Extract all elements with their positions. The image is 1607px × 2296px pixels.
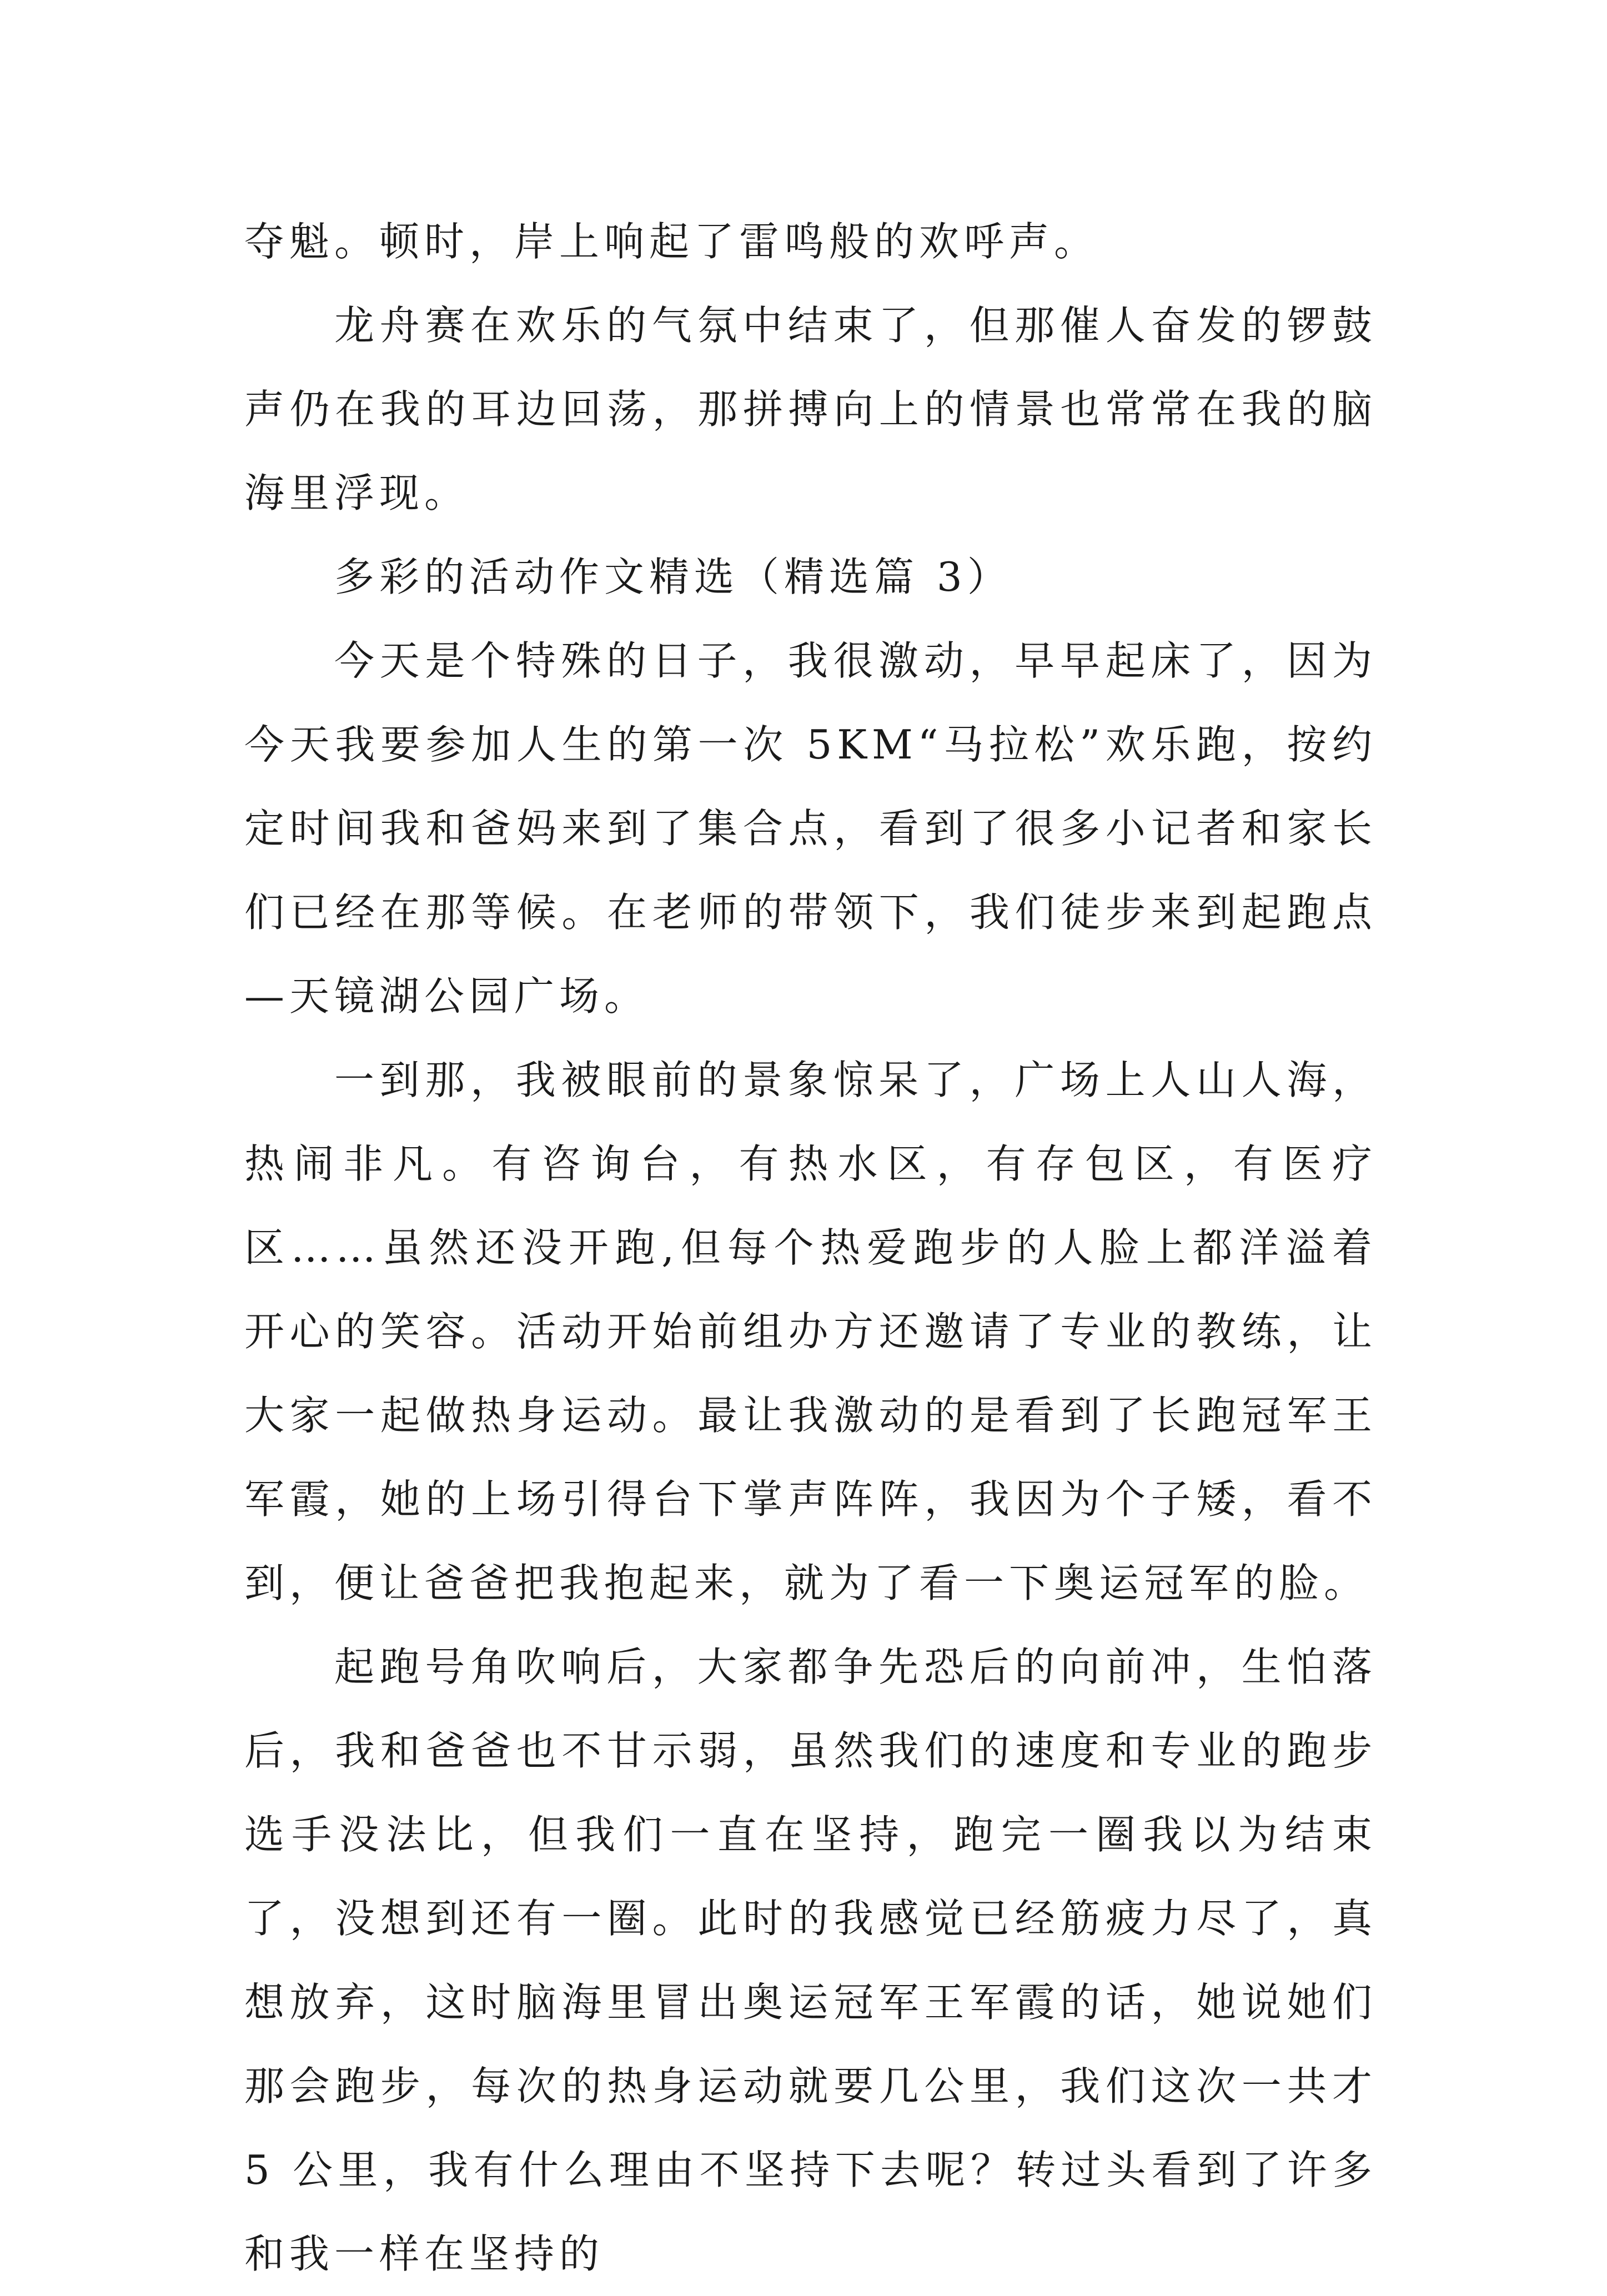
section-heading: 多彩的活动作文精选（精选篇 3） — [334, 554, 1012, 600]
paragraph-continuation: 夺魁。顿时，岸上响起了雷鸣般的欢呼声。 — [244, 218, 1099, 265]
paragraph-plaza-scene: 一到那，我被眼前的景象惊呆了，广场上人山人海，热闹非凡。有咨询台，有热水区，有存包区，有医疗区……虽然还没开跑,但每个热爱跑步的人脸上都洋溢着开心的笑容。活动开始前组办方还邀请了专业的教练，让大家一起做热身运动。最让我激动的是看到了长跑冠军王军霞，她的上场引得台下掌声阵阵，我因为个子矮，看不到，便让爸爸把我抱起来，就为了看一下奥运冠军的脸。 — [244, 1057, 1377, 1606]
paragraph-marathon-intro: 今天是个特殊的日子，我很激动，早早起床了，因为今天我要参加人生的第一次 5KM“马拉松”欢乐跑，按约定时间我和爸妈来到了集合点，看到了很多小记者和家长们已经在那等候。在老师的带领下，我们徒步来到起跑点—天镜湖公园广场。 — [244, 637, 1377, 1019]
document-page — [244, 200, 1377, 2296]
paragraph-race: 起跑号角吹响后，大家都争先恐后的向前冲，生怕落后，我和爸爸也不甘示弱，虽然我们的速度和专业的跑步选手没法比，但我们一直在坚持，跑完一圈我以为结束了，没想到还有一圈。此时的我感觉已经筋疲力尽了，真想放弃，这时脑海里冒出奥运冠军王军霞的话，她说她们那会跑步，每次的热身运动就要几公里，我们这次一共才 5 公里，我有什么理由不坚持下去呢？转过头看到了许多和我一样在坚持的 — [244, 1644, 1377, 2277]
paragraph-dragon-boat-ending: 龙舟赛在欢乐的气氛中结束了，但那催人奋发的锣鼓声仍在我的耳边回荡，那拼搏向上的情景也常常在我的脑海里浮现。 — [244, 302, 1377, 516]
